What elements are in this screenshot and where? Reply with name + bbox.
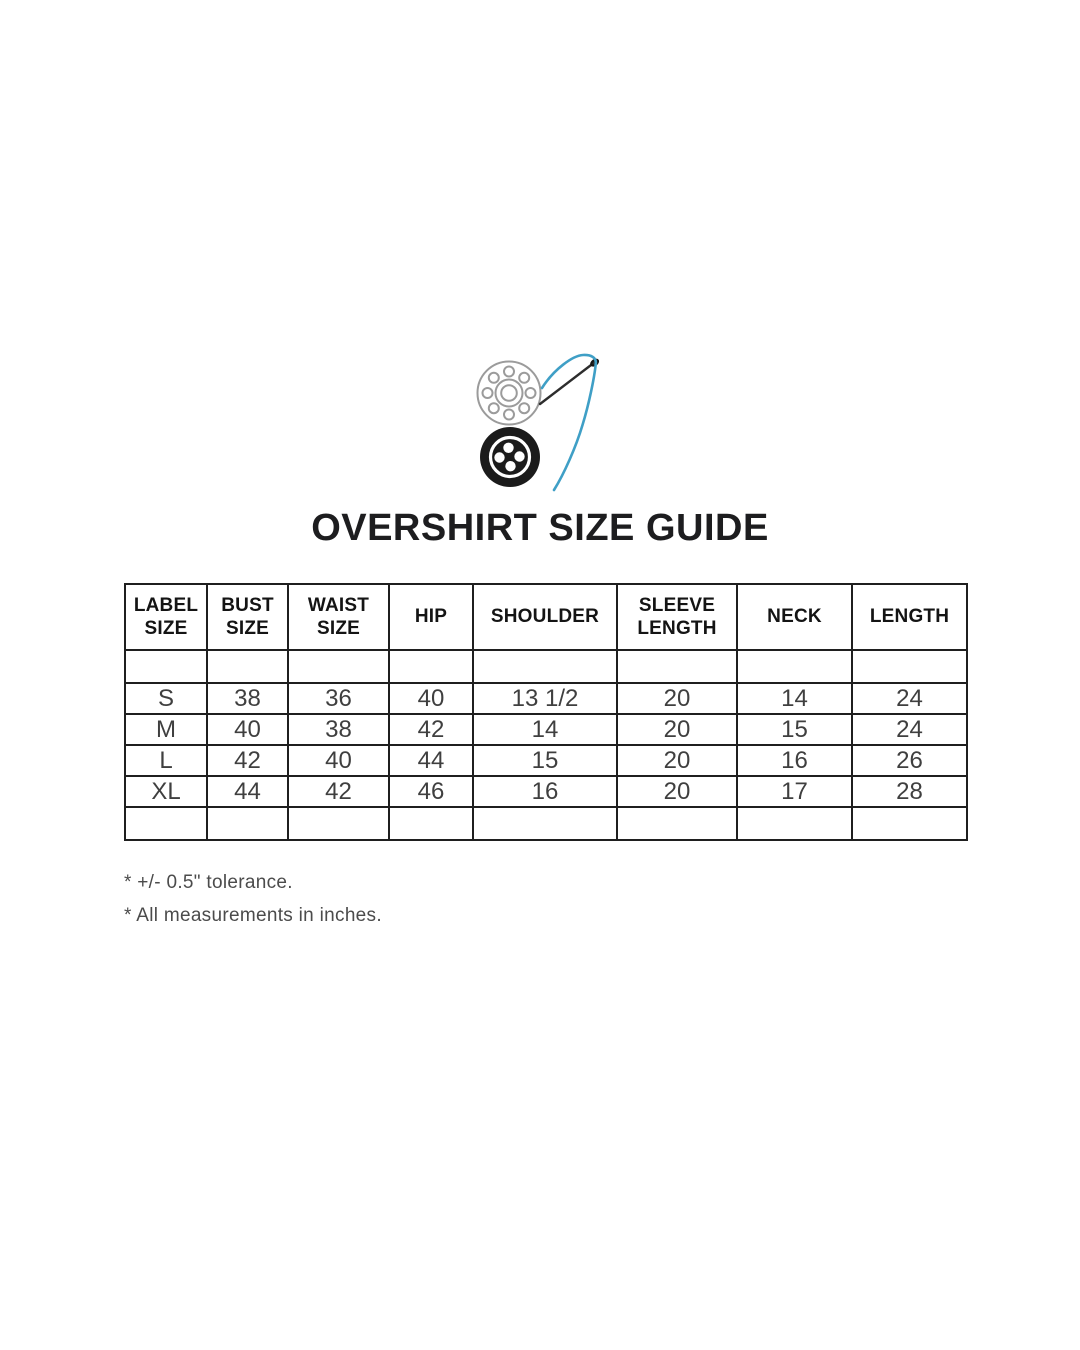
table-row-l <box>125 745 967 776</box>
empty-cell <box>389 650 473 683</box>
cell-bust: 40 <box>207 714 288 745</box>
cell-neck: 14 <box>737 683 852 714</box>
empty-cell <box>473 650 617 683</box>
cell-neck: 16 <box>737 745 852 776</box>
cell-shoulder: 13 1/2 <box>473 683 617 714</box>
header-line: SIZE <box>144 618 188 639</box>
cell-sleeve-length: 20 <box>617 714 737 745</box>
table-row-xl <box>125 776 967 807</box>
cell-hip: 40 <box>389 683 473 714</box>
cell-hip: 42 <box>389 714 473 745</box>
bobbin-icon <box>478 362 541 425</box>
empty-cell <box>288 650 389 683</box>
empty-cell <box>852 650 967 683</box>
header-line: LENGTH <box>637 618 717 639</box>
table-row-s <box>125 683 967 714</box>
cell-neck: 15 <box>737 714 852 745</box>
empty-cell <box>125 807 207 840</box>
empty-cell <box>207 650 288 683</box>
thread-icon <box>542 355 596 490</box>
empty-spacer-row-bottom <box>125 807 967 840</box>
cell-label-size: L <box>125 745 207 776</box>
col-header-length <box>852 584 967 650</box>
col-header-label-size <box>125 584 207 650</box>
col-header-neck <box>737 584 852 650</box>
size-table <box>124 583 968 841</box>
header-line: NECK <box>767 606 822 628</box>
header-row <box>125 584 967 650</box>
header-line: SHOULDER <box>490 606 600 628</box>
button-icon <box>480 427 540 487</box>
page-title: OVERSHIRT SIZE GUIDE <box>311 507 769 549</box>
cell-neck: 17 <box>737 776 852 807</box>
col-header-sleeve-length <box>617 584 737 650</box>
cell-shoulder: 15 <box>473 745 617 776</box>
header-line: SIZE <box>316 618 361 639</box>
empty-cell <box>207 807 288 840</box>
header-line: WAIST <box>307 594 370 616</box>
header-line: HIP <box>414 606 448 628</box>
header-line: BUST <box>221 594 274 616</box>
footnote-tolerance: * +/- 0.5" tolerance. <box>124 872 293 893</box>
empty-cell <box>473 807 617 840</box>
cell-sleeve-length: 20 <box>617 683 737 714</box>
col-header-waist-size <box>288 584 389 650</box>
footnotes <box>124 871 382 937</box>
cell-label-size: XL <box>125 776 207 807</box>
empty-cell <box>125 650 207 683</box>
cell-bust: 44 <box>207 776 288 807</box>
header-line: SLEEVE <box>638 594 716 616</box>
cell-bust: 42 <box>207 745 288 776</box>
cell-hip: 46 <box>389 776 473 807</box>
cell-waist: 36 <box>288 683 389 714</box>
empty-spacer-row-top <box>125 650 967 683</box>
empty-cell <box>389 807 473 840</box>
header-line: LENGTH <box>869 606 950 628</box>
cell-waist: 40 <box>288 745 389 776</box>
cell-length: 24 <box>852 683 967 714</box>
col-header-hip <box>389 584 473 650</box>
cell-length: 24 <box>852 714 967 745</box>
cell-shoulder: 16 <box>473 776 617 807</box>
cell-bust: 38 <box>207 683 288 714</box>
sewing-brand-logo <box>430 330 670 520</box>
empty-cell <box>737 807 852 840</box>
cell-length: 26 <box>852 745 967 776</box>
empty-cell <box>617 807 737 840</box>
cell-sleeve-length: 20 <box>617 776 737 807</box>
cell-label-size: S <box>125 683 207 714</box>
footnote-units: * All measurements in inches. <box>124 905 382 926</box>
col-header-shoulder <box>473 584 617 650</box>
header-line: LABEL <box>133 594 199 616</box>
empty-cell <box>737 650 852 683</box>
cell-waist: 42 <box>288 776 389 807</box>
cell-shoulder: 14 <box>473 714 617 745</box>
cell-waist: 38 <box>288 714 389 745</box>
empty-cell <box>852 807 967 840</box>
header-line: SIZE <box>225 618 270 639</box>
cell-length: 28 <box>852 776 967 807</box>
cell-sleeve-length: 20 <box>617 745 737 776</box>
col-header-bust-size <box>207 584 288 650</box>
table-row-m <box>125 714 967 745</box>
empty-cell <box>288 807 389 840</box>
empty-cell <box>617 650 737 683</box>
cell-label-size: M <box>125 714 207 745</box>
cell-hip: 44 <box>389 745 473 776</box>
